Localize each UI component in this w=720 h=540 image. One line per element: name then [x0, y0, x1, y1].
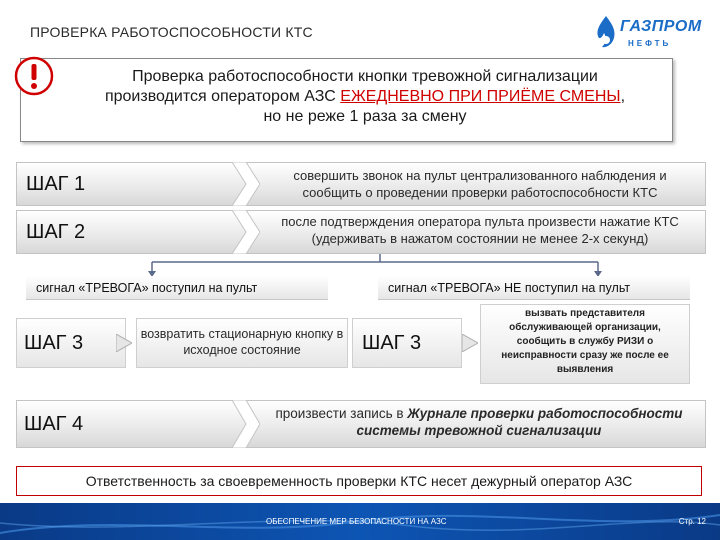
step-4-desc-pre: произвести запись в — [275, 406, 408, 421]
step-3a-arrow-icon — [116, 334, 132, 352]
notice-line-2 — [65, 87, 665, 107]
notice-line-3: но не реже 1 раза за смену — [263, 108, 467, 125]
step-2-arrow-icon — [232, 210, 260, 254]
footer-bar — [0, 503, 720, 540]
footer-text: ОБЕСПЕЧЕНИЕ МЕР БЕЗОПАСНОСТИ НА АЗС — [266, 517, 447, 526]
alert-icon — [14, 56, 54, 96]
notice-text — [65, 67, 665, 127]
notice-line-2-post: , — [620, 88, 626, 105]
notice-line-1: Проверка работоспособности кнопки тревожной сигнализации — [132, 68, 598, 85]
flame-logo-icon — [592, 14, 620, 50]
step-3b-arrow-icon — [462, 334, 478, 352]
logo-sub: НЕФТЬ — [628, 39, 672, 48]
notice-highlight: ЕЖЕДНЕВНО ПРИ ПРИЁМЕ СМЕНЫ — [340, 88, 621, 105]
branch-signal-received: сигнал «ТРЕВОГА» поступил на пульт — [26, 276, 328, 300]
step-3b-label: ШАГ 3 — [362, 332, 422, 354]
page-number: Стр. 12 — [678, 517, 706, 526]
step-3b-desc: вызвать представителя обслуживающей организации, сообщить в службу РИЗИ о неисправности сразу же после ее выявления — [501, 308, 669, 375]
page-title: ПРОВЕРКА РАБОТОСПОСОБНОСТИ КТС — [30, 24, 313, 40]
step-4-label: ШАГ 4 — [24, 413, 84, 435]
step-2-label: ШАГ 2 — [26, 221, 86, 243]
step-4-journal-name: Журнале проверки работоспособности системы тревожной сигнализации — [356, 406, 683, 438]
step-1-desc: совершить звонок на пульт централизованного наблюдения и сообщить о проведении проверки работоспособности КТС — [293, 168, 667, 200]
responsibility-note: Ответственность за своевременность проверки КТС несет дежурный оператор АЗС — [16, 466, 702, 496]
step-3a-label: ШАГ 3 — [24, 332, 84, 354]
notice-line-2-pre: производится оператором АЗС — [104, 88, 341, 105]
branch-signal-not-received: сигнал «ТРЕВОГА» НЕ поступил на пульт — [378, 276, 690, 300]
step-4-desc — [262, 405, 696, 439]
step-4-arrow-icon — [232, 400, 260, 448]
logo-word: ГАЗПРОМ — [620, 18, 702, 35]
step-1-arrow-icon — [232, 162, 260, 206]
company-logo — [592, 12, 702, 56]
branch-connector — [0, 250, 720, 278]
step-3a-desc: возвратить стационарную кнопку в исходное состояние — [140, 327, 344, 357]
notice-box — [20, 58, 673, 142]
step-1-label: ШАГ 1 — [26, 173, 86, 195]
step-2-desc: после подтверждения оператора пульта произвести нажатие КТС (удерживать в нажатом состоянии не менее 2-х секунд) — [281, 214, 679, 246]
